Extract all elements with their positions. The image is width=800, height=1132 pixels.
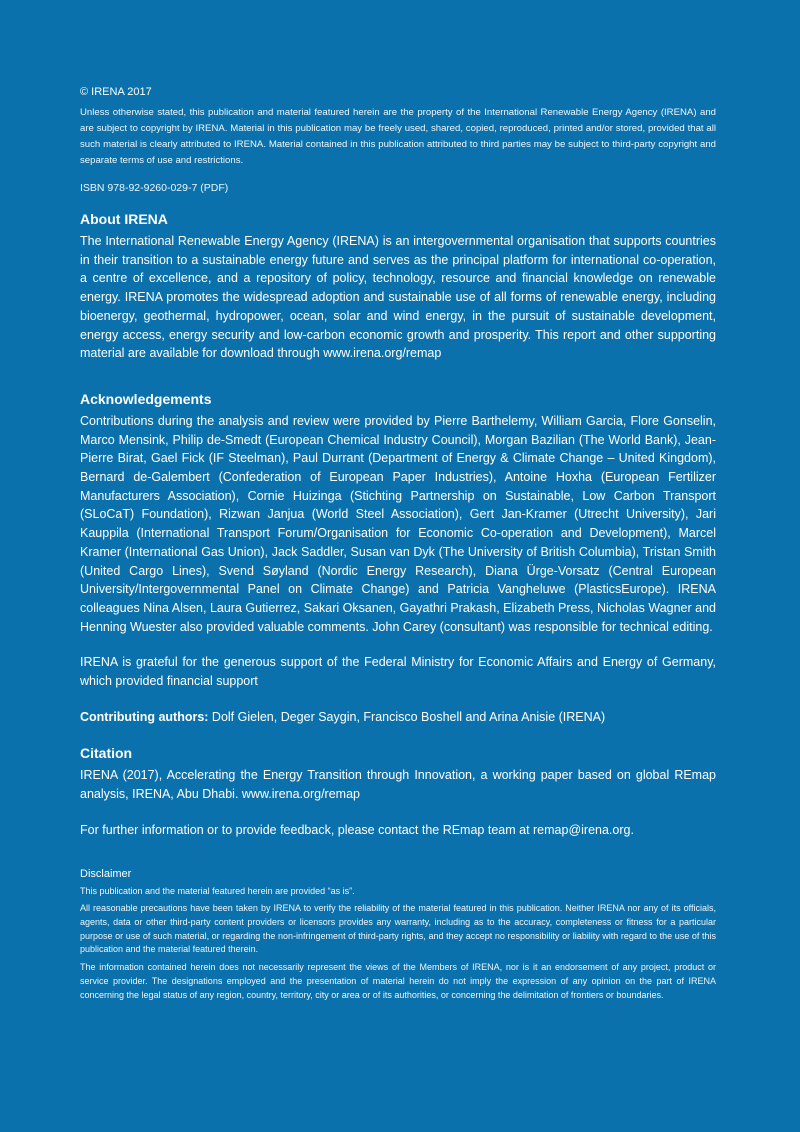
isbn: ISBN 978-92-9260-029-7 (PDF) [80,182,229,194]
disclaimer-section [80,866,716,1003]
contact-text: For further information or to provide feedback, please contact the REmap team at remap@irena.org. [80,822,634,837]
grateful-text: IRENA is grateful for the generous support of the Federal Ministry for Economic Affairs and Energy of Germany, which provided financial support [80,655,716,689]
disclaimer-p1: This publication and the material featured herein are provided “as is”. [80,885,355,896]
disclaimer-p3: The information contained herein does not necessarily represent the views of the Members of IRENA, nor is it an endorsement of any project, product or service provider. The designations employed and the presentation of material herein do not imply the expression of any opinion on the part of IRENA concerning the legal status of any region, country, territory, city or area or of its authorities, or concerning the delimitation of frontiers or boundaries. [80,962,716,1000]
acknowledgements-heading: Acknowledgements [80,390,212,407]
contributing-authors-label: Contributing authors: [80,709,209,724]
imprint-page [80,84,716,1006]
citation-heading: Citation [80,745,133,762]
acknowledgements-text: Contributions during the analysis and review were provided by Pierre Barthelemy, William Garcia, Flore Gonselin, Marco Mensink, Philip de-Smedt (European Chemical Industry Council), Morgan Bazilian (The World Bank), Jean-Pierre Birat, Gael Fick (IF Steelman), Paul Durrant (Department of Energy & Climate Change – United Kingdom), Bernard de-Galembert (Confederation of European Paper Industries), Antoine Hoxha (European Fertilizer Manufacturers Association), Cornie Huizinga (Stichting Partnership on Sustainable, Low Carbon Transport (SLoCaT) Foundation), Rizwan Janjua (World Steel Association), Gert Jan-Kramer (Utrecht University), Jari Kauppila (International Transport Forum/Organisation for Economic Co-operation and Development), Marcel Kramer (International Gas Union), Jack Saddler, Susan van Dyk (The University of British Columbia), Tristan Smith (United Cargo Lines), Svend Søyland (Nordic Energy Research), Diana Ürge-Vorsatz (Central European University/Intergovernmental Panel on Climate Change) and Patricia Vangheluwe (PlasticsEurope). IRENA colleagues Nina Alsen, Laura Gutierrez, Sakari Oksanen, Gayathri Prakash, Elizabeth Press, Nicholas Wagner and Henning Wuester also provided valuable comments. John Carey (consultant) was responsible for technical editing. [80,413,716,634]
about-section [80,209,716,363]
about-text: The International Renewable Energy Agency (IRENA) is an intergovernmental organisation that supports countries in their transition to a sustainable energy future and serves as the principal platform for international co-operation, a centre of excellence, and a repository of policy, technology, resource and financial knowledge on renewable energy. IRENA promotes the widespread adoption and sustainable use of all forms of renewable energy, including bioenergy, geothermal, hydropower, ocean, solar and wind energy, in the pursuit of sustainable development, energy access, energy security and low-carbon economic growth and prosperity. This report and other supporting material are available for download through www.irena.org/remap [80,234,716,361]
rights-notice: Unless otherwise stated, this publication and material featured herein are the property of the International Renewable Energy Agency (IRENA) and are subject to copyright by IRENA. Material in this publication may be freely used, shared, copied, reproduced, printed and/or stored, provided that all such material is clearly attributed to IRENA. Material contained in this publication attributed to third parties may be subject to third-party copyright and separate terms of use and restrictions. [80,107,716,166]
disclaimer-heading: Disclaimer [80,867,132,880]
contributing-authors [80,708,716,727]
citation-section [80,743,716,839]
acknowledgements-section [80,389,716,727]
copyright-line: © IRENA 2017 [80,86,152,98]
disclaimer-p2: All reasonable precautions have been taken by IRENA to verify the reliability of the material featured in this publication. Neither IRENA nor any of its officials, agents, data or other third-party content providers or licensors provides any warranty, including as to the accuracy, completeness or fitness for a particular purpose or use of such material, or regarding the non-infringement of third-party rights, and they accept no responsibility or liability with regard to the use of this publication and the material featured therein. [80,903,716,955]
about-heading: About IRENA [80,211,168,227]
contributing-authors-names: Dolf Gielen, Deger Saygin, Francisco Boshell and Arina Anisie (IRENA) [208,709,606,724]
citation-text: IRENA (2017), Accelerating the Energy Transition through Innovation, a working paper based on global REmap analysis, IRENA, Abu Dhabi. www.irena.org/remap [80,768,716,802]
